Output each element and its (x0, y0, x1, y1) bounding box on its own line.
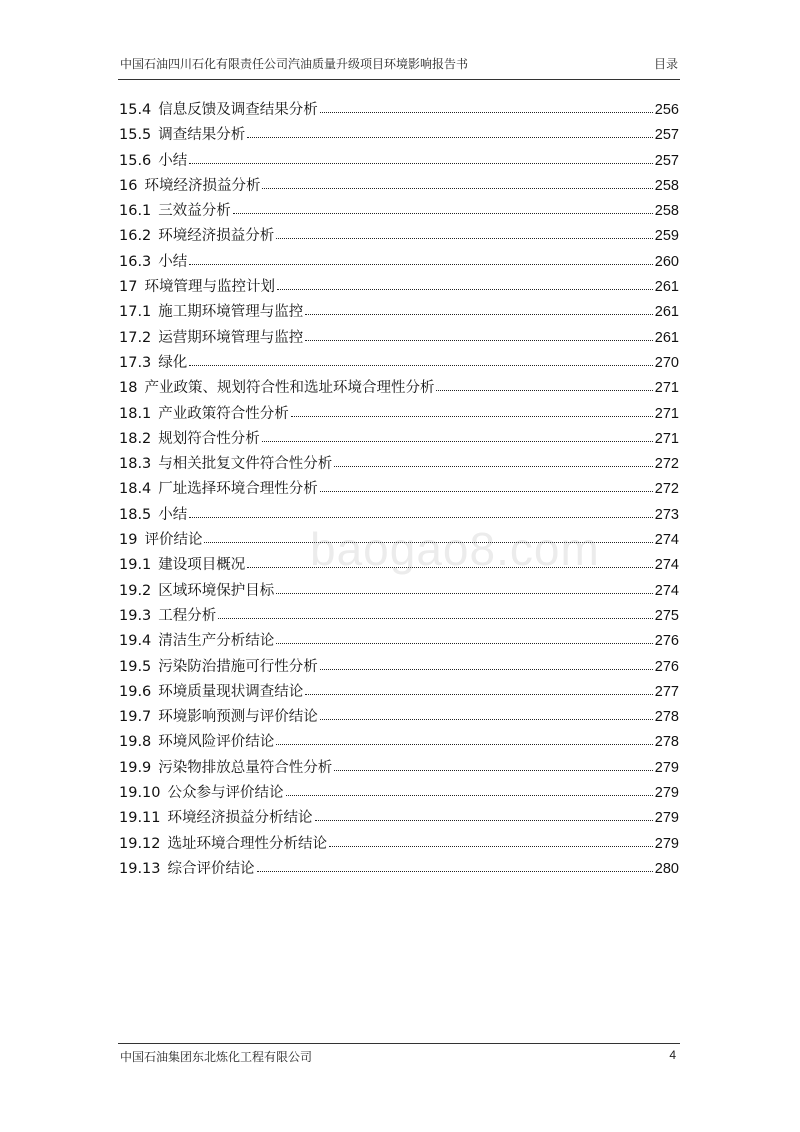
toc-dot-leader (233, 209, 653, 214)
toc-entry-title: 厂址选择环境合理性分析 (158, 481, 318, 498)
toc-entry-page: 256 (654, 102, 679, 118)
toc-dot-leader (315, 816, 653, 821)
page-number: 4 (669, 1048, 676, 1062)
toc-entry-title: 区域环境保护目标 (158, 582, 275, 599)
toc-entry-page: 279 (654, 785, 679, 802)
watermark: baogao8.com (310, 523, 600, 575)
toc-entry-title: 产业政策符合性分析 (158, 405, 289, 422)
toc-entry-number: 18.1 (119, 405, 152, 422)
toc-entry[interactable] (119, 834, 679, 859)
toc-dot-leader (320, 487, 653, 492)
toc-entry[interactable] (119, 429, 679, 454)
toc-entry-page: 271 (654, 430, 679, 447)
header-divider (118, 79, 680, 80)
toc-entry-title: 污染防治措施可行性分析 (158, 658, 318, 675)
toc-entry-number: 16.1 (119, 203, 152, 220)
toc-entry-title: 绿化 (158, 354, 188, 371)
toc-entry-title: 选址环境合理性分析结论 (167, 835, 328, 852)
toc-entry-number: 15.5 (119, 127, 152, 144)
toc-entry-page: 279 (654, 835, 679, 852)
toc-entry-title: 工程分析 (158, 607, 217, 624)
toc-entry[interactable] (119, 404, 679, 429)
toc-entry-page: 272 (654, 481, 679, 498)
toc-entry-page: 258 (654, 177, 679, 194)
toc-entry-page: 272 (654, 456, 679, 473)
toc-entry-title: 建设项目概况 (158, 557, 246, 574)
toc-entry-page: 258 (654, 203, 679, 220)
toc-entry-page: 257 (654, 152, 679, 169)
toc-entry[interactable] (119, 151, 679, 176)
toc-entry-page: 274 (654, 557, 679, 574)
toc-entry-number: 18.2 (119, 430, 152, 447)
toc-dot-leader (276, 234, 653, 239)
toc-entry-page: 274 (654, 582, 679, 599)
footer-company: 中国石油集团东北炼化工程有限公司 (120, 1050, 313, 1064)
toc-entry[interactable] (119, 454, 679, 479)
toc-dot-leader (334, 462, 653, 467)
toc-dot-leader (262, 184, 652, 189)
toc-entry-number: 19.6 (119, 683, 152, 700)
toc-dot-leader (320, 665, 653, 670)
footer-divider (118, 1043, 680, 1044)
toc-dot-leader (286, 791, 653, 796)
toc-entry-number: 19.11 (119, 810, 161, 827)
toc-entry-number: 19 (119, 532, 138, 549)
table-of-contents (119, 100, 679, 884)
toc-entry-page: 279 (654, 810, 679, 827)
toc-entry-number: 17.3 (119, 354, 152, 371)
toc-entry-page: 261 (654, 329, 679, 346)
toc-entry[interactable] (119, 657, 679, 682)
toc-entry[interactable] (119, 783, 679, 808)
toc-entry-number: 19.5 (119, 658, 152, 675)
toc-entry-number: 19.8 (119, 734, 152, 751)
toc-entry-page: 260 (654, 253, 679, 270)
toc-entry[interactable] (119, 125, 679, 150)
toc-dot-leader (436, 386, 652, 391)
toc-dot-leader (189, 361, 653, 366)
toc-entry[interactable] (119, 808, 679, 833)
toc-entry[interactable] (119, 252, 679, 277)
toc-entry[interactable] (119, 176, 679, 201)
toc-dot-leader (189, 159, 653, 164)
toc-dot-leader (262, 437, 653, 442)
toc-entry[interactable] (119, 707, 679, 732)
toc-entry-title: 与相关批复文件符合性分析 (158, 456, 333, 473)
toc-entry[interactable] (119, 226, 679, 251)
toc-dot-leader (305, 690, 653, 695)
toc-entry-page: 261 (654, 304, 679, 321)
toc-entry-number: 17.2 (119, 329, 152, 346)
toc-entry-page: 257 (654, 127, 679, 144)
toc-dot-leader (320, 715, 653, 720)
toc-entry-page: 276 (654, 658, 679, 675)
toc-dot-leader (276, 589, 653, 594)
document-title: 中国石油四川石化有限责任公司汽油质量升级项目环境影响报告书 (120, 57, 469, 71)
toc-entry-page: 276 (654, 633, 679, 650)
toc-entry-number: 18.3 (119, 456, 152, 473)
toc-entry-page: 271 (654, 405, 679, 422)
toc-entry-title: 小结 (158, 506, 188, 523)
toc-entry[interactable] (119, 859, 679, 884)
toc-entry-page: 273 (654, 506, 679, 523)
toc-entry-number: 18.4 (119, 481, 152, 498)
toc-entry-page: 280 (654, 860, 679, 877)
toc-entry-title: 小结 (158, 152, 188, 169)
toc-entry-number: 16.2 (119, 228, 152, 245)
toc-entry[interactable] (119, 378, 679, 403)
toc-entry-number: 16.3 (119, 253, 152, 270)
toc-entry-page: 278 (654, 734, 679, 751)
toc-entry-title: 环境风险评价结论 (158, 734, 275, 751)
toc-entry-title: 产业政策、规划符合性和选址环境合理性分析 (144, 380, 435, 397)
toc-entry-title: 施工期环境管理与监控 (158, 304, 304, 321)
toc-entry[interactable] (119, 758, 679, 783)
toc-entry-title: 公众参与评价结论 (167, 785, 284, 802)
toc-entry[interactable] (119, 606, 679, 631)
toc-entry-number: 19.3 (119, 607, 152, 624)
toc-entry[interactable] (119, 302, 679, 327)
toc-entry-title: 环境质量现状调查结论 (158, 683, 304, 700)
toc-entry-number: 19.7 (119, 709, 152, 726)
toc-dot-leader (276, 639, 653, 644)
toc-dot-leader (305, 310, 653, 315)
toc-entry-number: 19.2 (119, 582, 152, 599)
toc-entry[interactable] (119, 631, 679, 656)
toc-dot-leader (334, 766, 653, 771)
toc-entry-number: 15.6 (119, 152, 152, 169)
toc-entry-title: 运营期环境管理与监控 (158, 329, 304, 346)
toc-entry-page: 275 (654, 607, 679, 624)
toc-dot-leader (218, 614, 653, 619)
toc-entry[interactable] (119, 732, 679, 757)
toc-entry-page: 277 (654, 683, 679, 700)
toc-entry-title: 环境影响预测与评价结论 (158, 709, 318, 726)
toc-dot-leader (277, 285, 653, 290)
toc-dot-leader (305, 336, 653, 341)
toc-entry-number: 19.10 (119, 785, 161, 802)
toc-entry-number: 19.1 (119, 557, 152, 574)
toc-dot-leader (247, 133, 653, 138)
toc-entry-page: 271 (654, 380, 679, 397)
section-label: 目录 (653, 57, 678, 71)
toc-entry[interactable] (119, 100, 679, 125)
toc-entry-title: 环境经济损益分析结论 (167, 810, 313, 827)
toc-dot-leader (320, 108, 653, 113)
toc-entry-number: 18.5 (119, 506, 152, 523)
page-header (120, 55, 678, 75)
toc-entry-number: 19.4 (119, 633, 152, 650)
toc-dot-leader (257, 867, 653, 872)
toc-dot-leader (291, 412, 653, 417)
page-footer (120, 1048, 678, 1068)
toc-entry-number: 16 (119, 177, 138, 194)
toc-entry[interactable] (119, 277, 679, 302)
toc-entry-title: 信息反馈及调查结果分析 (158, 102, 318, 118)
toc-entry-page: 278 (654, 709, 679, 726)
toc-entry-page: 270 (654, 354, 679, 371)
toc-entry-page: 261 (654, 279, 679, 296)
toc-entry-title: 评价结论 (144, 532, 203, 549)
toc-entry-page: 279 (654, 759, 679, 776)
toc-entry-page: 274 (654, 532, 679, 549)
toc-entry-number: 15.4 (119, 102, 152, 118)
toc-entry[interactable] (119, 328, 679, 353)
toc-entry[interactable] (119, 353, 679, 378)
toc-entry-title: 环境经济损益分析 (158, 228, 275, 245)
toc-entry-number: 19.12 (119, 835, 161, 852)
toc-entry-number: 17 (119, 279, 138, 296)
toc-entry-number: 19.9 (119, 759, 152, 776)
toc-dot-leader (189, 260, 653, 265)
toc-entry-title: 综合评价结论 (167, 860, 255, 877)
toc-entry-title: 环境经济损益分析 (144, 177, 261, 194)
toc-entry-title: 三效益分析 (158, 203, 231, 220)
toc-entry-title: 环境管理与监控计划 (144, 279, 275, 296)
toc-entry-number: 19.13 (119, 860, 161, 877)
toc-entry[interactable] (119, 581, 679, 606)
toc-dot-leader (189, 513, 653, 518)
toc-entry[interactable] (119, 201, 679, 226)
toc-entry-title: 小结 (158, 253, 188, 270)
toc-entry-number: 18 (119, 380, 138, 397)
toc-entry-number: 17.1 (119, 304, 152, 321)
toc-entry-page: 259 (654, 228, 679, 245)
toc-dot-leader (276, 740, 653, 745)
toc-entry[interactable] (119, 479, 679, 504)
toc-entry[interactable] (119, 682, 679, 707)
toc-entry-title: 规划符合性分析 (158, 430, 260, 447)
toc-entry-title: 调查结果分析 (158, 127, 246, 144)
toc-dot-leader (329, 842, 653, 847)
toc-entry-title: 清洁生产分析结论 (158, 633, 275, 650)
toc-entry-title: 污染物排放总量符合性分析 (158, 759, 333, 776)
